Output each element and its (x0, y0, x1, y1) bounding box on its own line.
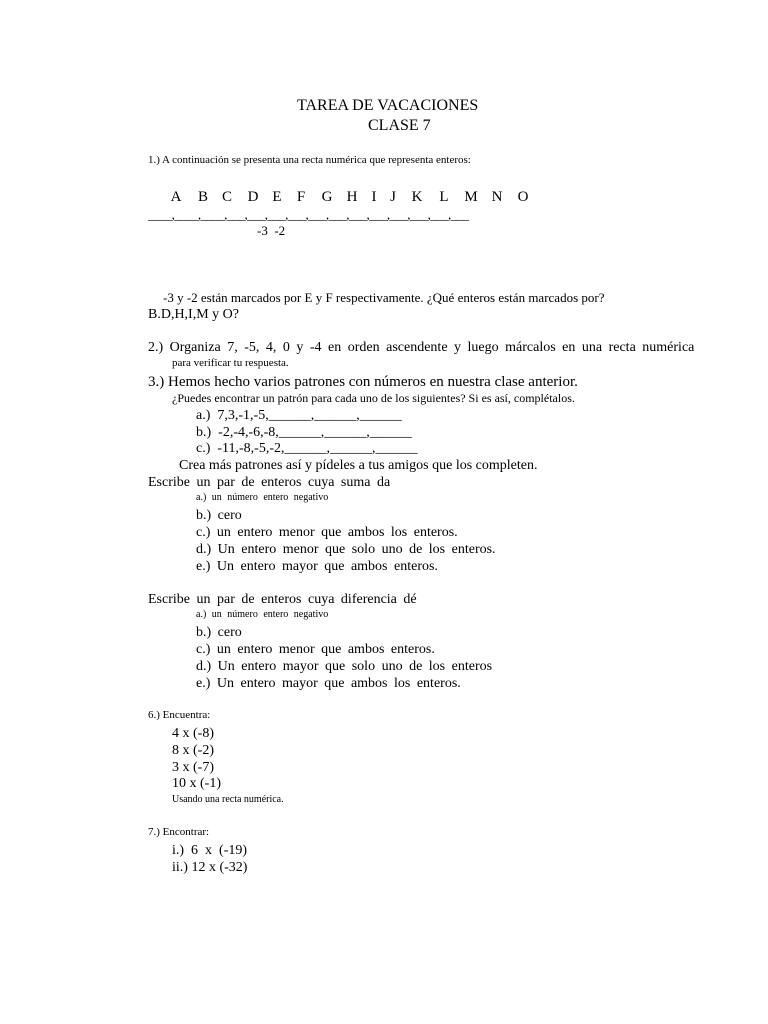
q6-item-3: 3 x (-7) (172, 760, 214, 775)
q7-item-i: i.) 6 x (-19) (172, 843, 248, 858)
q3-subheading: ¿Puedes encontrar un patrón para cada uno de los siguientes? Si es así, complétalos. (172, 391, 575, 405)
q5-item-d: d.) Un entero mayor que solo uno de los enteros (196, 659, 493, 674)
q4-item-a: a.) un número entero negativo (196, 492, 329, 503)
q3-heading: 3.) Hemos hecho varios patrones con números en nuestra clase anterior. (148, 374, 578, 390)
letter-h: H (346, 189, 358, 205)
q5-item-e: e.) Un entero mayor que ambos los enteros. (196, 676, 461, 691)
letter-d: D (247, 189, 259, 205)
q1-intro: 1.) A continuación se presenta una recta numérica que representa enteros: (148, 154, 471, 166)
q1-question-continued: B.D,H,I,M y O? (148, 307, 239, 322)
q3-item-c: c.) -11,-8,-5,-2,______,______,______ (196, 441, 418, 456)
q4-item-d: d.) Un entero menor que solo uno de los enteros. (196, 542, 496, 557)
letter-f: F (296, 189, 306, 205)
letter-i: I (371, 189, 377, 205)
q4-heading: Escribe un par de enteros cuya suma da (148, 475, 391, 490)
q3-item-b: b.) -2,-4,-6,-8,______,______,______ (196, 425, 412, 440)
letter-m: M (464, 189, 478, 205)
letter-o: O (517, 189, 529, 205)
letter-n: N (491, 189, 503, 205)
q5-heading: Escribe un par de enteros cuya diferencia dé (148, 592, 417, 607)
q2-text-continued: para verificar tu respuesta. (172, 357, 289, 369)
q5-item-b: b.) cero (196, 625, 242, 640)
q7-heading: 7.) Encontrar: (148, 826, 210, 838)
number-line-marks: -3 -2 (257, 223, 286, 238)
letter-g: G (321, 189, 333, 205)
letter-b: B (197, 189, 209, 205)
q6-item-2: 8 x (-2) (172, 743, 214, 758)
q6-item-4: 10 x (-1) (172, 776, 221, 791)
document-title: TAREA DE VACACIONES (297, 97, 479, 114)
letter-l: L (439, 189, 449, 205)
document-subtitle: CLASE 7 (368, 117, 431, 134)
q4-item-e: e.) Un entero mayor que ambos enteros. (196, 559, 438, 574)
q6-item-1: 4 x (-8) (172, 726, 214, 741)
letter-j: J (390, 189, 396, 205)
q5-item-c: c.) un entero menor que ambos enteros. (196, 642, 435, 657)
letter-k: K (411, 189, 423, 205)
letter-a: A (170, 189, 182, 205)
q6-note: Usando una recta numérica. (172, 794, 284, 805)
q6-heading: 6.) Encuentra: (148, 709, 211, 721)
q7-item-ii: ii.) 12 x (-32) (172, 860, 248, 875)
q3-item-a: a.) 7,3,-1,-5,______,______,______ (196, 408, 402, 423)
letter-e: E (272, 189, 282, 205)
q3-closing: Crea más patrones así y pídeles a tus amigos que los completen. (179, 458, 538, 473)
q4-item-b: b.) cero (196, 508, 242, 523)
q5-item-a: a.) un número entero negativo (196, 609, 329, 620)
q2-text: 2.) Organiza 7, -5, 4, 0 y -4 en orden ascendente y luego márcalos en una recta numérica (148, 340, 695, 355)
q4-item-c: c.) un entero menor que ambos los enteros. (196, 525, 458, 540)
q1-question: -3 y -2 están marcados por E y F respectivamente. ¿Qué enteros están marcados por? (163, 290, 605, 305)
letter-c: C (221, 189, 233, 205)
number-line: ____,____,____,___,___,___,___,___,___,___,___,___,___,___,___ (148, 207, 469, 222)
